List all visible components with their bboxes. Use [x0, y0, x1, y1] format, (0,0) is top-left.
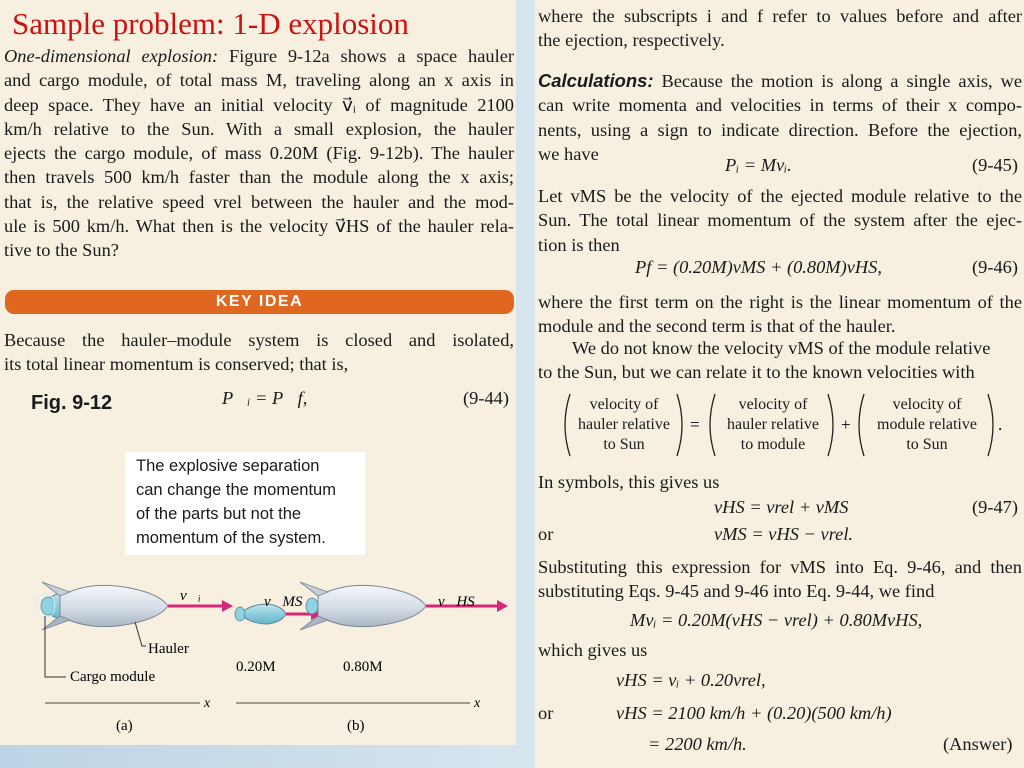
- substitution-text: [538, 555, 1022, 604]
- caption-line: momentum of the system.: [136, 529, 326, 547]
- caption-line: of the parts but not the: [136, 505, 302, 523]
- or-label: or: [538, 703, 554, 723]
- text-line: can write momenta and velocities in terms of their x compo-: [538, 95, 1022, 116]
- or-label: or: [538, 524, 554, 544]
- problem-line: km/h relative to the Sun. With a small explosion, the hauler: [4, 118, 514, 139]
- text-line-content: Because the motion is along a single axis, we: [653, 71, 1022, 91]
- let-text: [538, 184, 1022, 257]
- vhs-label: v⃗HS: [438, 594, 475, 610]
- equation-9-46: Pf = (0.20M)vMS + (0.80M)vHS,: [635, 257, 882, 277]
- word-term-line: to module: [740, 436, 806, 453]
- text-line: In symbols, this gives us: [538, 472, 720, 492]
- svg-text:=: =: [690, 415, 700, 434]
- equation-9-45-number: (9-45): [972, 155, 1018, 175]
- which-gives-label: which gives us: [538, 640, 648, 660]
- word-term-line: velocity of: [892, 396, 962, 413]
- word-term-line: hauler relative: [578, 416, 670, 433]
- text-line: we have: [538, 143, 599, 164]
- equation-9-47b: vMS = vHS − vrel.: [714, 524, 854, 544]
- where-text: [538, 290, 1022, 339]
- text-line: to the Sun, but we can relate it to the known velocities with: [538, 362, 975, 382]
- symbols-text: [538, 470, 1022, 494]
- calculations-text: [538, 69, 1022, 166]
- problem-line: ule is 500 km/h. What then is the velocity v⃗HS of the hauler rela-: [4, 216, 514, 237]
- text-line: We do not know the velocity vMS of the module relative: [572, 338, 991, 358]
- word-term-line: velocity of: [738, 396, 808, 413]
- equation-9-44: P⃗ᵢ = P⃗f,: [222, 388, 308, 408]
- text-line: nents, using a sign to indicate direction. Before the ejection,: [538, 119, 1022, 140]
- text-line: where the first term on the right is the linear momentum of the: [538, 292, 1022, 312]
- problem-line: tive to the Sun?: [4, 240, 119, 261]
- know-text-first: [572, 336, 1022, 360]
- hauler-leader-line: [135, 622, 146, 646]
- caption-line: The explosive separation: [136, 457, 320, 475]
- word-term-line: hauler relative: [727, 416, 819, 433]
- subfigure-a-label: (a): [116, 718, 133, 734]
- cargo-label: Cargo module: [70, 669, 156, 685]
- hauler-mass-label: 0.80M: [343, 659, 383, 675]
- problem-line-text: Figure 9-12a shows a space hauler: [218, 46, 514, 66]
- problem-line: then travels 500 km/h faster than the module along the x axis;: [4, 167, 514, 188]
- problem-statement: [4, 44, 514, 263]
- word-term-hauler-sun: [570, 395, 678, 455]
- text-line: tion is then: [538, 234, 620, 255]
- equation-9-47a: vHS = vrel + vMS: [714, 497, 849, 517]
- text-line: Sun. The total linear momentum of the system after the ejec-: [538, 210, 1022, 231]
- svg-text:+: +: [841, 415, 851, 434]
- key-idea-line: its total linear momentum is conserved; that is,: [4, 354, 349, 375]
- module-mass-label: 0.20M: [236, 659, 276, 675]
- calculations-heading: Calculations:: [538, 70, 654, 91]
- equation-momentum: Mvᵢ = 0.20M(vHS − vrel) + 0.80MvHS,: [630, 610, 923, 630]
- x-axis-label-a: x: [204, 696, 211, 711]
- problem-line: ejects the cargo module, of mass 0.20M (Fig. 9-12b). The hauler: [4, 143, 514, 164]
- text-line: Substituting this expression for vMS into Eq. 9-46, and then: [538, 557, 1022, 577]
- explosion-figure: [0, 560, 516, 740]
- problem-line: and cargo module, of total mass M, traveling along an x axis in: [4, 70, 514, 91]
- problem-line: deep space. They have an initial velocity v⃗ᵢ of magnitude 2100: [4, 94, 514, 115]
- svg-text:.: .: [998, 415, 1003, 434]
- word-term-module-sun: [865, 395, 989, 455]
- equation-9-46-number: (9-46): [972, 257, 1018, 277]
- problem-line: [4, 44, 514, 68]
- know-text-second: [538, 360, 1022, 384]
- word-term-line: module relative: [877, 416, 977, 433]
- vms-label: v⃗MS: [264, 594, 303, 610]
- equation-9-45: Pᵢ = Mvᵢ.: [725, 155, 792, 175]
- problem-lead: One-dimensional explosion:: [4, 46, 219, 66]
- subfigure-b-label: (b): [347, 718, 365, 734]
- key-idea-line: Because the hauler–module system is closed and isolated,: [4, 330, 514, 350]
- answer-label: (Answer): [943, 734, 1013, 754]
- text-line: module and the second term is that of the hauler.: [538, 316, 896, 337]
- x-axis-label-b: x: [474, 696, 481, 711]
- arrowhead-icon: [497, 600, 508, 612]
- key-idea-text: [4, 328, 514, 377]
- text-line: where the subscripts i and f refer to values before and after: [538, 6, 1022, 26]
- word-term-line: to Sun: [603, 436, 645, 453]
- text-line: [538, 69, 1022, 93]
- word-term-line: to Sun: [906, 436, 948, 453]
- word-term-line: velocity of: [589, 396, 659, 413]
- equation-9-44-number: (9-44): [463, 388, 509, 408]
- figure-caption-box: [125, 452, 365, 555]
- equation-numeric-2: = 2200 km/h.: [648, 734, 747, 754]
- hauler-label: Hauler: [148, 641, 189, 657]
- problem-line: that is, the relative speed vrel between the hauler and the mod-: [4, 191, 514, 212]
- equation-vhs: vHS = vᵢ + 0.20vrel,: [616, 670, 766, 690]
- hauler-ship-icon: [300, 582, 426, 630]
- equation-numeric-1: vHS = 2100 km/h + (0.20)(500 km/h): [616, 703, 892, 723]
- slide-title: Sample problem: 1-D explosion: [12, 6, 409, 41]
- equation-9-47-number: (9-47): [972, 497, 1018, 517]
- word-term-hauler-module: [718, 395, 828, 455]
- arrowhead-icon: [222, 600, 233, 612]
- text-line: the ejection, respectively.: [538, 30, 725, 51]
- caption-line: can change the momentum: [136, 481, 336, 499]
- ship-a-icon: [35, 582, 168, 630]
- figure-label: Fig. 9-12: [31, 392, 113, 414]
- text-line: Let vMS be the velocity of the ejected module relative to the: [538, 186, 1022, 206]
- key-idea-banner: KEY IDEA: [5, 290, 514, 314]
- vi-label: v⃗ᵢ: [180, 588, 201, 604]
- intro-text: [538, 4, 1022, 53]
- text-line: substituting Eqs. 9-45 and 9-46 into Eq. 9-44, we find: [538, 581, 935, 602]
